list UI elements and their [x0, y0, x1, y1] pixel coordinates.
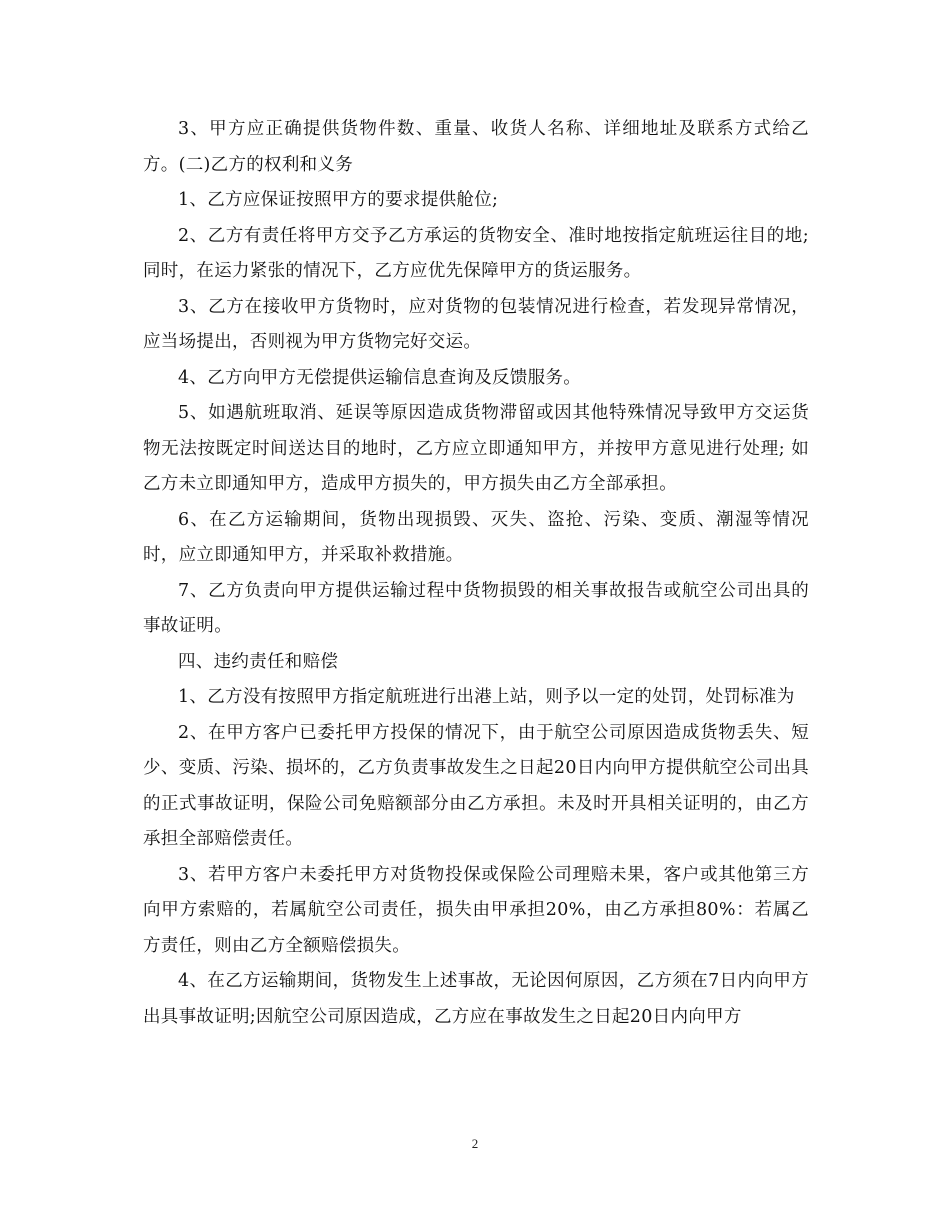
paragraph-7: 6、在乙方运输期间，货物出现损毁、灭失、盗抢、污染、变质、潮湿等情况时，应立即通知甲方，并采取补救措施。 [143, 509, 809, 565]
page-number: 2 [471, 1136, 479, 1151]
paragraph-3: 2、乙方有责任将甲方交予乙方承运的货物安全、准时地按指定航班运往目的地;同时，在运力紧张的情况下，乙方应优先保障甲方的货运服务。 [143, 225, 809, 281]
paragraph-2: 1、乙方应保证按照甲方的要求提供舱位; [178, 190, 499, 210]
section-heading-breach: 四、违约责任和赔偿 [178, 651, 339, 672]
paragraph-1: 3、甲方应正确提供货物件数、重量、收货人名称、详细地址及联系方式给乙方。(二)乙方的权利和义务 [143, 119, 809, 175]
paragraph-10: 2、在甲方客户已委托甲方投保的情况下，由于航空公司原因造成货物丢失、短少、变质、污染、损坏的，乙方负责事故发生之日起20日内向甲方提供航空公司出具的正式事故证明，保险公司免赔额部分由乙方承担。未及时开具相关证明的，由乙方承担全部赔偿责任。 [143, 722, 809, 849]
document-body [143, 112, 809, 1035]
paragraph-6: 5、如遇航班取消、延误等原因造成货物滞留或因其他特殊情况导致甲方交运货物无法按既定时间送达目的地时，乙方应立即通知甲方，并按甲方意见进行处理; 如乙方未立即通知甲方，造成甲方损失的，甲方损失由乙方全部承担。 [143, 403, 809, 494]
paragraph-5: 4、乙方向甲方无偿提供运输信息查询及反馈服务。 [178, 367, 582, 388]
paragraph-11: 3、若甲方客户未委托甲方对货物投保或保险公司理赔未果，客户或其他第三方向甲方索赔的，若属航空公司责任，损失由甲承担20%，由乙方承担80%：若属乙方责任，则由乙方全额赔偿损失。 [143, 864, 809, 956]
paragraph-8: 7、乙方负责向甲方提供运输过程中货物损毁的相关事故报告或航空公司出具的事故证明。 [143, 580, 809, 636]
paragraph-4: 3、乙方在接收甲方货物时，应对货物的包装情况进行检查，若发现异常情况，应当场提出，否则视为甲方货物完好交运。 [143, 296, 809, 352]
paragraph-9: 1、乙方没有按照甲方指定航班进行出港上站，则予以一定的处罚，处罚标准为 [178, 687, 795, 707]
paragraph-12: 4、在乙方运输期间，货物发生上述事故，无论因何原因，乙方须在7日内向甲方出具事故证明;因航空公司原因造成，乙方应在事故发生之日起20日内向甲方 [143, 971, 809, 1027]
